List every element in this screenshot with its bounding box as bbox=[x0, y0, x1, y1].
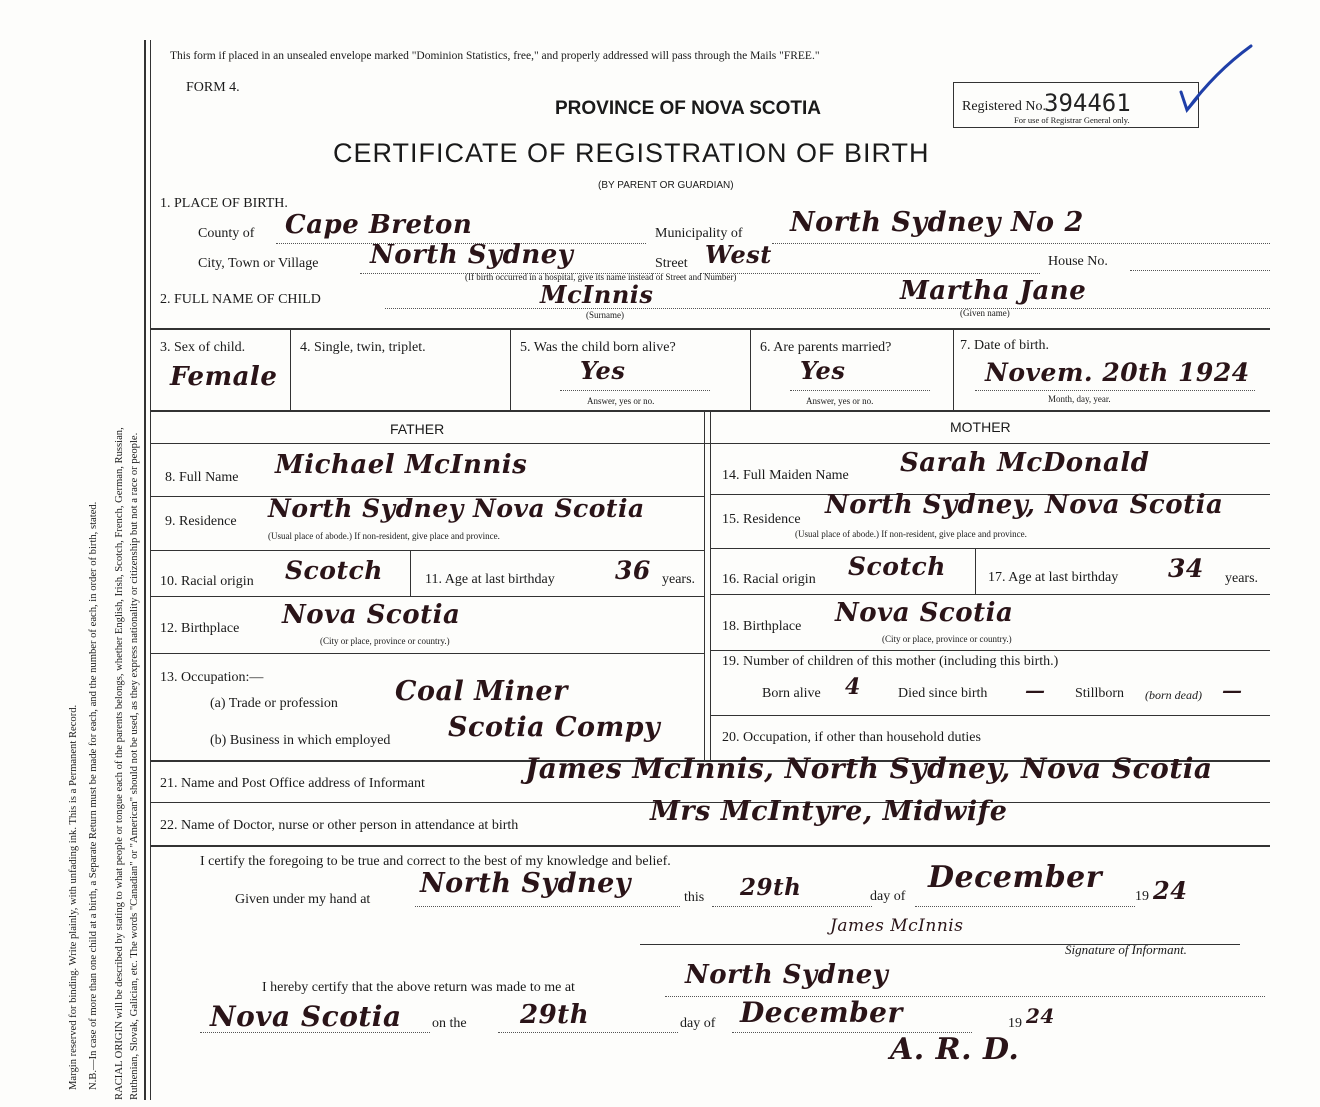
doctor-value: Mrs McIntyre, Midwife bbox=[650, 796, 1008, 827]
father-birthplace-caption: (City or place, province or country.) bbox=[320, 636, 450, 646]
parents-married-value: Yes bbox=[800, 356, 846, 385]
registrar-month-value: December bbox=[740, 996, 903, 1029]
municipality-value: North Sydney No 2 bbox=[790, 207, 1084, 238]
margin-note-racial-origin: RACIAL ORIGIN will be described by stating to what people or tongue each of the parents belongs, whether English, Irish, Scotch, French, German, Russian, bbox=[114, 427, 125, 1100]
registered-number: 394461 bbox=[1044, 89, 1131, 117]
father-years-label: years. bbox=[662, 572, 696, 587]
binding-line-inner bbox=[150, 40, 151, 1100]
father-name-label: 8. Full Name bbox=[165, 470, 239, 485]
certify-day-value: 29th bbox=[740, 874, 802, 901]
stillborn-value: — bbox=[1222, 678, 1243, 702]
county-value: Cape Breton bbox=[285, 210, 473, 240]
certificate-subtitle: (BY PARENT OR GUARDIAN) bbox=[598, 180, 734, 191]
form-number: FORM 4. bbox=[186, 80, 240, 95]
father-trade-label: (a) Trade or profession bbox=[210, 696, 338, 711]
rule-father-4 bbox=[150, 653, 704, 654]
stillborn-note: (born dead) bbox=[1145, 688, 1202, 702]
informant-signature: James McInnis bbox=[830, 916, 964, 936]
child-name-line bbox=[385, 308, 1270, 309]
rule-certify-top bbox=[150, 845, 1270, 847]
child-name-label: 2. FULL NAME OF CHILD bbox=[160, 292, 321, 307]
municipality-line bbox=[772, 243, 1270, 244]
registrar-year-prefix: 19 bbox=[1008, 1016, 1022, 1031]
signature-label: Signature of Informant. bbox=[1065, 942, 1187, 957]
mother-residence-value: North Sydney, Nova Scotia bbox=[825, 490, 1224, 520]
given-name-caption: (Given name) bbox=[960, 308, 1010, 318]
certify-year-value: 24 bbox=[1153, 876, 1188, 905]
town-value: North Sydney bbox=[370, 240, 574, 270]
sex-value: Female bbox=[170, 362, 278, 392]
certify-statement: I certify the foregoing to be true and correct to the best of my knowledge and belief. bbox=[200, 854, 671, 869]
mother-age-label: 17. Age at last birthday bbox=[988, 570, 1119, 585]
mother-heading: MOTHER bbox=[950, 419, 1011, 435]
father-birthplace-label: 12. Birthplace bbox=[160, 621, 240, 636]
registrar-place-2-value: Nova Scotia bbox=[210, 1000, 402, 1033]
certificate-title: CERTIFICATE OF REGISTRATION OF BIRTH bbox=[333, 138, 930, 168]
margin-notes bbox=[0, 0, 150, 1107]
born-alive-caption: Answer, yes or no. bbox=[587, 396, 655, 406]
blue-checkmark-icon bbox=[1175, 42, 1255, 114]
father-business-label: (b) Business in which employed bbox=[210, 733, 391, 748]
informant-label: 21. Name and Post Office address of Informant bbox=[160, 776, 425, 791]
day-of-label: day of bbox=[870, 889, 906, 904]
died-since-birth-value: — bbox=[1025, 678, 1046, 702]
this-label: this bbox=[684, 890, 705, 905]
given-under-label: Given under my hand at bbox=[235, 892, 371, 907]
sex-label: 3. Sex of child. bbox=[160, 340, 246, 355]
given-place-value: North Sydney bbox=[420, 868, 631, 899]
rule-mother-5 bbox=[710, 715, 1270, 716]
father-residence-caption: (Usual place of abode.) If non-resident, give place and province. bbox=[268, 531, 500, 541]
dob-label: 7. Date of birth. bbox=[960, 338, 1050, 353]
father-age-value: 36 bbox=[615, 556, 651, 585]
margin-note-racial-origin-2: Ruthenian, Slovak, Galician, etc. The words "Canadian" or "American" should not be used, as they express nationality or citizenship but not a race or people. bbox=[129, 432, 140, 1100]
child-surname: McInnis bbox=[540, 280, 654, 309]
house-no-label: House No. bbox=[1048, 254, 1108, 269]
registered-number-box bbox=[953, 82, 1199, 128]
born-alive-count: 4 bbox=[845, 674, 861, 700]
surname-caption: (Surname) bbox=[586, 310, 624, 320]
town-label: City, Town or Village bbox=[198, 256, 319, 271]
born-alive-line bbox=[560, 390, 710, 391]
street-line bbox=[700, 273, 1040, 274]
stillborn-label: Stillborn bbox=[1075, 686, 1125, 701]
parents-divider-a bbox=[704, 410, 705, 760]
rule-father-2 bbox=[150, 550, 704, 551]
place-of-birth-label: 1. PLACE OF BIRTH. bbox=[160, 196, 288, 211]
mother-residence-label: 15. Residence bbox=[722, 512, 801, 527]
mother-residence-caption: (Usual place of abode.) If non-resident, give place and province. bbox=[795, 529, 1027, 539]
mother-race-label: 16. Racial origin bbox=[722, 572, 816, 587]
registrar-statement: I hereby certify that the above return was made to me at bbox=[262, 980, 575, 995]
municipality-label: Municipality of bbox=[655, 226, 743, 241]
given-place-line bbox=[415, 906, 680, 907]
father-heading: FATHER bbox=[390, 421, 445, 437]
registrar-note: For use of Registrar General only. bbox=[1014, 115, 1130, 125]
single-twin-label: 4. Single, twin, triplet. bbox=[300, 340, 426, 355]
registrar-place-value: North Sydney bbox=[685, 960, 889, 990]
parents-married-line bbox=[790, 390, 930, 391]
margin-note-binding: Margin reserved for binding. Write plainly, with unfading ink. This is a Permanent Record. bbox=[68, 704, 79, 1090]
registrar-year-value: 24 bbox=[1026, 1004, 1055, 1028]
father-residence-value: North Sydney Nova Scotia bbox=[268, 494, 645, 523]
street-label: Street bbox=[655, 256, 688, 271]
divider-2 bbox=[510, 328, 511, 410]
dob-value: Novem. 20th 1924 bbox=[985, 358, 1250, 387]
child-given-name: Martha Jane bbox=[900, 276, 1087, 306]
parents-married-label: 6. Are parents married? bbox=[760, 340, 892, 355]
mother-birthplace-label: 18. Birthplace bbox=[722, 619, 802, 634]
mother-age-value: 34 bbox=[1168, 554, 1204, 583]
day-line bbox=[712, 906, 872, 907]
certify-month-value: December bbox=[928, 860, 1103, 895]
rule-mother-2 bbox=[710, 548, 1270, 549]
father-occupation-label: 13. Occupation:— bbox=[160, 670, 264, 685]
born-alive-count-label: Born alive bbox=[762, 686, 821, 701]
binding-line bbox=[144, 40, 146, 1100]
registrar-initials: A. R. D. bbox=[890, 1032, 1020, 1067]
registered-label: Registered No. bbox=[962, 99, 1046, 114]
divider-3 bbox=[750, 328, 751, 410]
house-no-line bbox=[1130, 270, 1270, 271]
mother-occupation-label: 20. Occupation, if other than household duties bbox=[722, 730, 981, 745]
informant-value: James McInnis, North Sydney, Nova Scotia bbox=[525, 752, 1213, 785]
father-race-divider bbox=[410, 550, 411, 596]
father-residence-label: 9. Residence bbox=[165, 514, 237, 529]
divider-4 bbox=[953, 328, 954, 410]
mother-race-divider bbox=[975, 548, 976, 594]
born-alive-label: 5. Was the child born alive? bbox=[520, 340, 676, 355]
dob-caption: Month, day, year. bbox=[1048, 394, 1111, 404]
parents-married-caption: Answer, yes or no. bbox=[806, 396, 874, 406]
registrar-day-of-label: day of bbox=[680, 1016, 716, 1031]
year-prefix: 19 bbox=[1135, 889, 1149, 904]
margin-note-multiple-births: N.B.—In case of more than one child at a birth, a Separate Return must be made for each, and the number of each, in order of birth, stated. bbox=[88, 501, 99, 1090]
mail-notice: This form if placed in an unsealed envelope marked "Dominion Statistics, free," and properly addressed will pass through the Mails "FREE." bbox=[170, 50, 820, 62]
doctor-label: 22. Name of Doctor, nurse or other person in attendance at birth bbox=[160, 818, 519, 833]
rule-mother-3 bbox=[710, 594, 1270, 595]
hospital-note: (If birth occurred in a hospital, give its name instead of Street and Number) bbox=[465, 272, 737, 282]
divider-1 bbox=[290, 328, 291, 410]
rule-top-births bbox=[150, 328, 1270, 330]
mother-name-label: 14. Full Maiden Name bbox=[722, 468, 849, 483]
father-name-value: Michael McInnis bbox=[275, 450, 528, 480]
parents-divider-b bbox=[710, 410, 711, 760]
county-label: County of bbox=[198, 226, 255, 241]
registrar-place-2-line bbox=[200, 1032, 430, 1033]
father-race-value: Scotch bbox=[285, 556, 383, 585]
father-business-value: Scotia Compy bbox=[448, 712, 661, 743]
mother-children-label: 19. Number of children of this mother (including this birth.) bbox=[722, 654, 1059, 669]
province-heading: PROVINCE OF NOVA SCOTIA bbox=[555, 98, 822, 119]
mother-birthplace-caption: (City or place, province or country.) bbox=[882, 634, 1012, 644]
father-birthplace-value: Nova Scotia bbox=[282, 600, 461, 630]
month-line bbox=[915, 906, 1135, 907]
registrar-day-value: 29th bbox=[520, 1000, 590, 1030]
mother-name-value: Sarah McDonald bbox=[900, 448, 1150, 478]
registrar-day-line bbox=[498, 1032, 678, 1033]
mother-birthplace-value: Nova Scotia bbox=[835, 598, 1014, 628]
died-since-birth-label: Died since birth bbox=[898, 686, 988, 701]
on-the-label: on the bbox=[432, 1016, 467, 1031]
dob-line bbox=[975, 390, 1255, 391]
born-alive-value: Yes bbox=[580, 356, 626, 385]
father-trade-value: Coal Miner bbox=[395, 676, 568, 707]
mother-years-label: years. bbox=[1225, 571, 1259, 586]
rule-father-3 bbox=[150, 596, 704, 597]
street-value: West bbox=[705, 240, 772, 269]
rule-mother-4 bbox=[710, 650, 1270, 651]
mother-race-value: Scotch bbox=[848, 552, 946, 581]
father-age-label: 11. Age at last birthday bbox=[425, 572, 555, 587]
father-race-label: 10. Racial origin bbox=[160, 574, 254, 589]
